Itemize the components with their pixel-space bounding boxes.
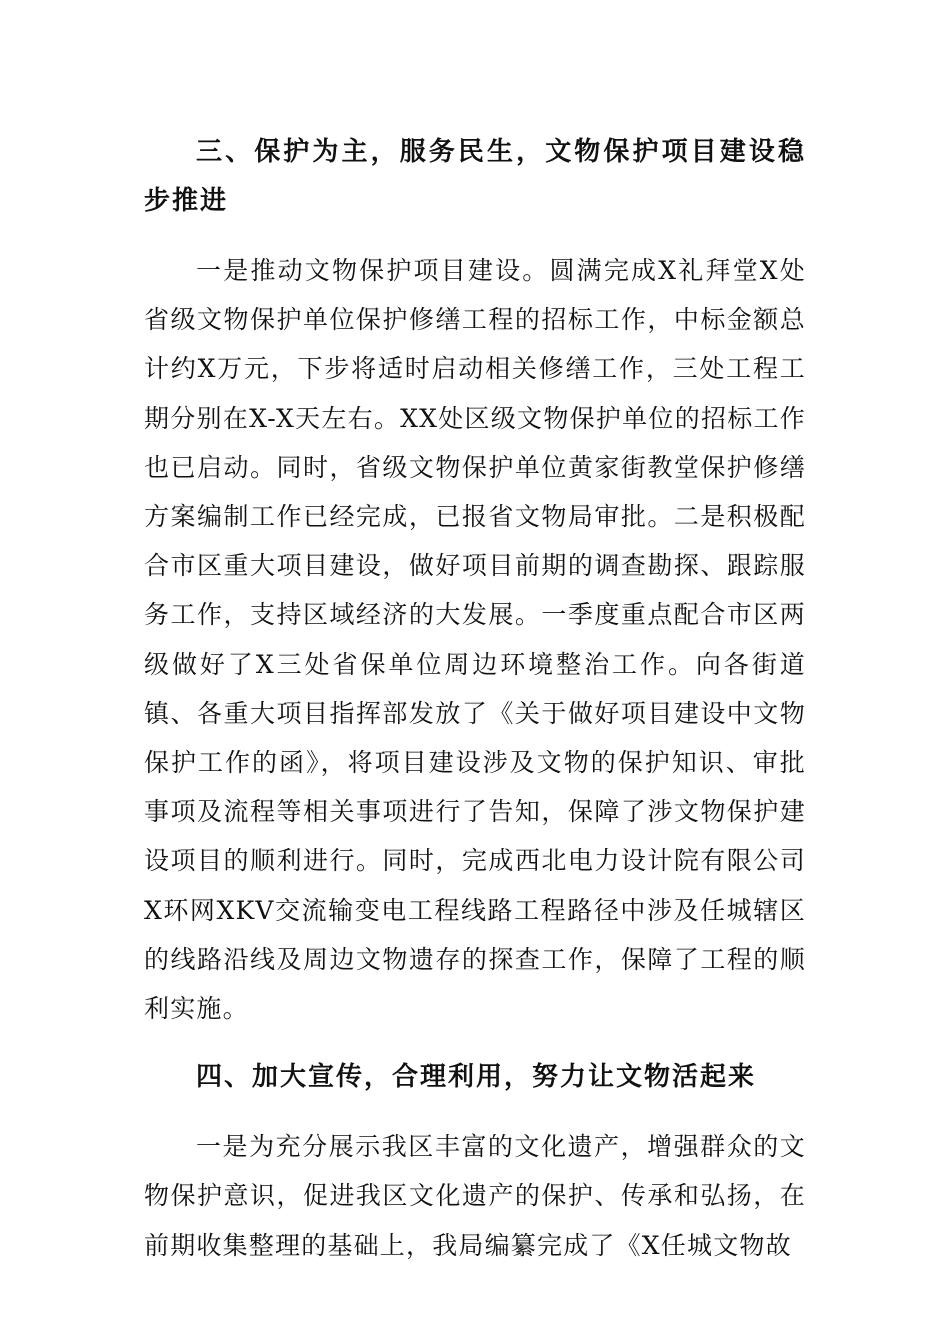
section-paragraph-4: 一是为充分展示我区丰富的文化遗产，增强群众的文物保护意识，促进我区文化遗产的保护、传承和弘扬，在前期收集整理的基础上，我局编纂完成了《X任城文物故 [144,1132,806,1260]
document-body [144,128,806,1270]
section-paragraph-3: 一是推动文物保护项目建设。圆满完成X礼拜堂X处省级文物保护单位保护修缮工程的招标工作，中标金额总计约X万元，下步将适时启动相关修缮工作，三处工程工期分别在X-X天左右。XX处区级文物保护单位的招标工作也已启动。同时，省级文物保护单位黄家街教堂保护修缮方案编制工作已经完成，已报省文物局审批。二是积极配合市区重大项目建设，做好项目前期的调查勘探、跟踪服务工作，支持区域经济的大发展。一季度重点配合市区两级做好了X三处省保单位周边环境整治工作。向各街道镇、各重大项目指挥部发放了《关于做好项目建设中文物保护工作的函》，将项目建设涉及文物的保护知识、审批事项及流程等相关事项进行了告知，保障了涉文物保护建设项目的顺利进行。同时，完成西北电力设计院有限公司X环网XKV交流输变电工程线路工程路径中涉及任城辖区的线路沿线及周边文物遗存的探查工作，保障了工程的顺利实施。 [144,256,806,1024]
section-heading-4: 四、加大宣传，合理利用，努力让文物活起来 [196,1062,757,1093]
section-heading-3: 三、保护为主，服务民生，文物保护项目建设稳步推进 [144,137,806,216]
